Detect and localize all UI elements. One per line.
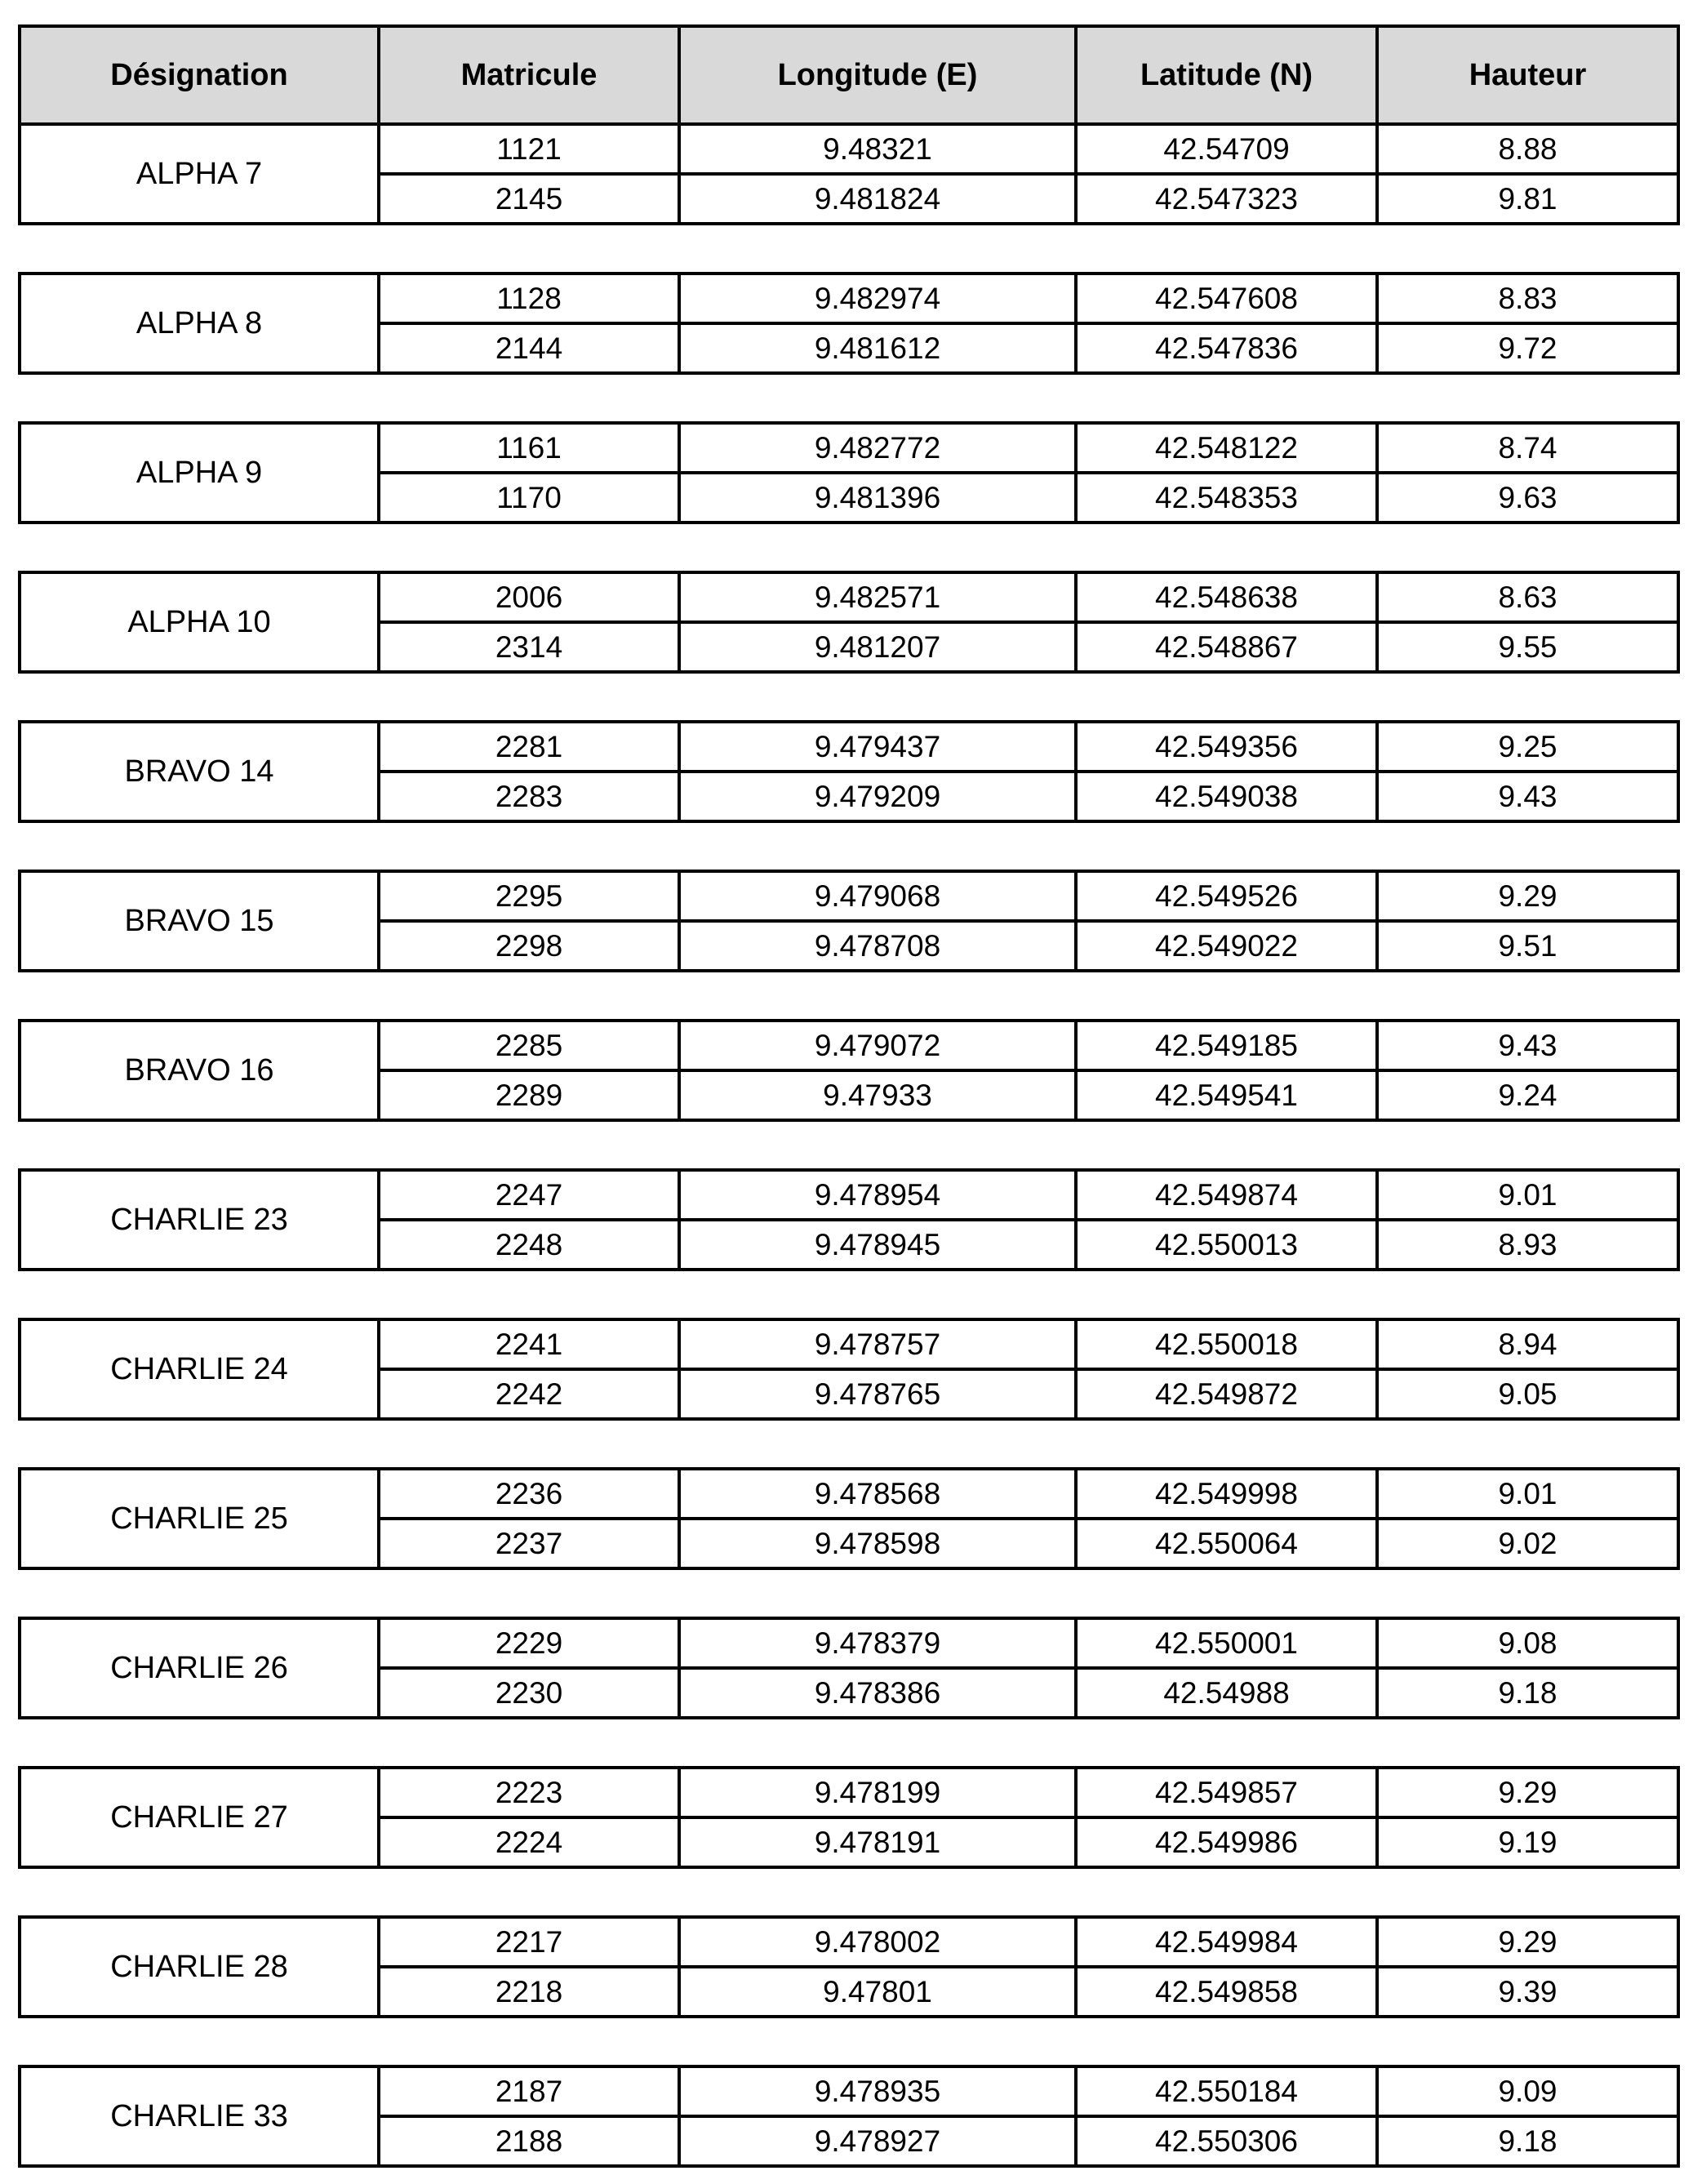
- hauteur-cell: 9.19: [1377, 1817, 1678, 1867]
- hauteur-cell: 9.09: [1377, 2066, 1678, 2116]
- matricule-cell: 2241: [379, 1319, 679, 1369]
- hauteur-cell: 9.02: [1377, 1519, 1678, 1568]
- table-row: [20, 1917, 1678, 1967]
- matricule-cell: 2188: [379, 2116, 679, 2166]
- longitude-cell: 9.482571: [679, 572, 1076, 622]
- group-spacer: [20, 1867, 1678, 1917]
- latitude-cell: 42.547323: [1076, 174, 1377, 224]
- latitude-cell: 42.549984: [1076, 1917, 1377, 1967]
- hauteur-cell: 8.94: [1377, 1319, 1678, 1369]
- matricule-cell: 2242: [379, 1369, 679, 1419]
- table-row: [20, 871, 1678, 921]
- latitude-cell: 42.547608: [1076, 274, 1377, 323]
- latitude-cell: 42.54709: [1076, 124, 1377, 174]
- spacer-cell: [20, 1270, 1678, 1319]
- longitude-cell: 9.478927: [679, 2116, 1076, 2166]
- hauteur-cell: 9.43: [1377, 772, 1678, 821]
- table-row: [20, 2066, 1678, 2116]
- table-row: [20, 124, 1678, 174]
- hauteur-cell: 9.55: [1377, 622, 1678, 672]
- matricule-cell: 2218: [379, 1967, 679, 2017]
- longitude-cell: 9.478002: [679, 1917, 1076, 1967]
- matricule-cell: 2298: [379, 921, 679, 971]
- designation-cell: CHARLIE 28: [20, 1917, 379, 2017]
- spacer-cell: [20, 672, 1678, 722]
- header-hauteur: Hauteur: [1377, 26, 1678, 124]
- table-body: [20, 124, 1678, 2166]
- hauteur-cell: 9.81: [1377, 174, 1678, 224]
- spacer-cell: [20, 971, 1678, 1021]
- matricule-cell: 2223: [379, 1768, 679, 1817]
- latitude-cell: 42.549998: [1076, 1469, 1377, 1519]
- longitude-cell: 9.481612: [679, 323, 1076, 373]
- hauteur-cell: 8.83: [1377, 274, 1678, 323]
- longitude-cell: 9.481207: [679, 622, 1076, 672]
- designation-cell: BRAVO 16: [20, 1021, 379, 1120]
- longitude-cell: 9.479209: [679, 772, 1076, 821]
- group-spacer: [20, 1270, 1678, 1319]
- longitude-cell: 9.482974: [679, 274, 1076, 323]
- hauteur-cell: 9.01: [1377, 1469, 1678, 1519]
- header-matricule: Matricule: [379, 26, 679, 124]
- hauteur-cell: 9.29: [1377, 1768, 1678, 1817]
- latitude-cell: 42.549541: [1076, 1070, 1377, 1120]
- hauteur-cell: 9.39: [1377, 1967, 1678, 2017]
- matricule-cell: 2144: [379, 323, 679, 373]
- latitude-cell: 42.550018: [1076, 1319, 1377, 1369]
- hauteur-cell: 9.01: [1377, 1170, 1678, 1220]
- longitude-cell: 9.478945: [679, 1220, 1076, 1270]
- longitude-cell: 9.479068: [679, 871, 1076, 921]
- hauteur-cell: 8.88: [1377, 124, 1678, 174]
- group-spacer: [20, 224, 1678, 274]
- matricule-cell: 2295: [379, 871, 679, 921]
- latitude-cell: 42.549526: [1076, 871, 1377, 921]
- header-longitude: Longitude (E): [679, 26, 1076, 124]
- latitude-cell: 42.549874: [1076, 1170, 1377, 1220]
- table-row: [20, 1021, 1678, 1070]
- matricule-cell: 2281: [379, 722, 679, 772]
- hauteur-cell: 8.63: [1377, 572, 1678, 622]
- spacer-cell: [20, 2017, 1678, 2066]
- matricule-cell: 1121: [379, 124, 679, 174]
- longitude-cell: 9.481824: [679, 174, 1076, 224]
- longitude-cell: 9.478765: [679, 1369, 1076, 1419]
- longitude-cell: 9.478199: [679, 1768, 1076, 1817]
- hauteur-cell: 9.72: [1377, 323, 1678, 373]
- matricule-cell: 2283: [379, 772, 679, 821]
- group-spacer: [20, 373, 1678, 423]
- hauteur-cell: 9.63: [1377, 473, 1678, 523]
- matricule-cell: 2289: [379, 1070, 679, 1120]
- matricule-cell: 2230: [379, 1668, 679, 1718]
- table-row: [20, 572, 1678, 622]
- latitude-cell: 42.548638: [1076, 572, 1377, 622]
- longitude-cell: 9.482772: [679, 423, 1076, 473]
- longitude-cell: 9.478191: [679, 1817, 1076, 1867]
- matricule-cell: 2217: [379, 1917, 679, 1967]
- document-page: [18, 24, 1677, 2168]
- table-row: [20, 1618, 1678, 1668]
- designation-cell: CHARLIE 27: [20, 1768, 379, 1867]
- designation-cell: BRAVO 14: [20, 722, 379, 821]
- longitude-cell: 9.478598: [679, 1519, 1076, 1568]
- longitude-cell: 9.47933: [679, 1070, 1076, 1120]
- matricule-cell: 2224: [379, 1817, 679, 1867]
- latitude-cell: 42.550001: [1076, 1618, 1377, 1668]
- matricule-cell: 2145: [379, 174, 679, 224]
- latitude-cell: 42.550306: [1076, 2116, 1377, 2166]
- hauteur-cell: 9.43: [1377, 1021, 1678, 1070]
- spacer-cell: [20, 523, 1678, 572]
- group-spacer: [20, 1718, 1678, 1768]
- longitude-cell: 9.478386: [679, 1668, 1076, 1718]
- table-row: [20, 423, 1678, 473]
- latitude-cell: 42.54988: [1076, 1668, 1377, 1718]
- matricule-cell: 2229: [379, 1618, 679, 1668]
- hauteur-cell: 9.29: [1377, 871, 1678, 921]
- matricule-cell: 2314: [379, 622, 679, 672]
- matricule-cell: 2006: [379, 572, 679, 622]
- spacer-cell: [20, 1867, 1678, 1917]
- group-spacer: [20, 2017, 1678, 2066]
- designation-cell: CHARLIE 23: [20, 1170, 379, 1270]
- spacer-cell: [20, 1419, 1678, 1469]
- designation-cell: CHARLIE 25: [20, 1469, 379, 1568]
- hauteur-cell: 8.93: [1377, 1220, 1678, 1270]
- latitude-cell: 42.549986: [1076, 1817, 1377, 1867]
- designation-cell: ALPHA 9: [20, 423, 379, 523]
- latitude-cell: 42.549858: [1076, 1967, 1377, 2017]
- header-designation: Désignation: [20, 26, 379, 124]
- matricule-cell: 1128: [379, 274, 679, 323]
- latitude-cell: 42.550184: [1076, 2066, 1377, 2116]
- table-row: [20, 1319, 1678, 1369]
- latitude-cell: 42.549022: [1076, 921, 1377, 971]
- longitude-cell: 9.481396: [679, 473, 1076, 523]
- latitude-cell: 42.548867: [1076, 622, 1377, 672]
- latitude-cell: 42.550064: [1076, 1519, 1377, 1568]
- designation-cell: BRAVO 15: [20, 871, 379, 971]
- matricule-cell: 2237: [379, 1519, 679, 1568]
- coordinates-table: [18, 24, 1680, 2168]
- table-row: [20, 1768, 1678, 1817]
- header-latitude: Latitude (N): [1076, 26, 1377, 124]
- latitude-cell: 42.549038: [1076, 772, 1377, 821]
- latitude-cell: 42.550013: [1076, 1220, 1377, 1270]
- designation-cell: ALPHA 10: [20, 572, 379, 672]
- designation-cell: ALPHA 7: [20, 124, 379, 224]
- table-row: [20, 1170, 1678, 1220]
- longitude-cell: 9.47801: [679, 1967, 1076, 2017]
- longitude-cell: 9.478708: [679, 921, 1076, 971]
- longitude-cell: 9.479072: [679, 1021, 1076, 1070]
- hauteur-cell: 8.74: [1377, 423, 1678, 473]
- spacer-cell: [20, 1718, 1678, 1768]
- spacer-cell: [20, 224, 1678, 274]
- table-row: [20, 1469, 1678, 1519]
- group-spacer: [20, 1419, 1678, 1469]
- longitude-cell: 9.479437: [679, 722, 1076, 772]
- latitude-cell: 42.549872: [1076, 1369, 1377, 1419]
- matricule-cell: 2187: [379, 2066, 679, 2116]
- group-spacer: [20, 1568, 1678, 1618]
- latitude-cell: 42.547836: [1076, 323, 1377, 373]
- latitude-cell: 42.549356: [1076, 722, 1377, 772]
- hauteur-cell: 9.18: [1377, 2116, 1678, 2166]
- matricule-cell: 2236: [379, 1469, 679, 1519]
- hauteur-cell: 9.25: [1377, 722, 1678, 772]
- latitude-cell: 42.548353: [1076, 473, 1377, 523]
- hauteur-cell: 9.05: [1377, 1369, 1678, 1419]
- designation-cell: CHARLIE 24: [20, 1319, 379, 1419]
- spacer-cell: [20, 373, 1678, 423]
- hauteur-cell: 9.18: [1377, 1668, 1678, 1718]
- designation-cell: CHARLIE 33: [20, 2066, 379, 2166]
- table-row: [20, 722, 1678, 772]
- group-spacer: [20, 672, 1678, 722]
- matricule-cell: 1170: [379, 473, 679, 523]
- header-row: [20, 26, 1678, 124]
- spacer-cell: [20, 1568, 1678, 1618]
- matricule-cell: 2247: [379, 1170, 679, 1220]
- latitude-cell: 42.548122: [1076, 423, 1377, 473]
- longitude-cell: 9.48321: [679, 124, 1076, 174]
- hauteur-cell: 9.29: [1377, 1917, 1678, 1967]
- group-spacer: [20, 821, 1678, 871]
- group-spacer: [20, 1120, 1678, 1170]
- designation-cell: ALPHA 8: [20, 274, 379, 373]
- table-row: [20, 274, 1678, 323]
- hauteur-cell: 9.08: [1377, 1618, 1678, 1668]
- matricule-cell: 2285: [379, 1021, 679, 1070]
- latitude-cell: 42.549185: [1076, 1021, 1377, 1070]
- longitude-cell: 9.478379: [679, 1618, 1076, 1668]
- latitude-cell: 42.549857: [1076, 1768, 1377, 1817]
- longitude-cell: 9.478935: [679, 2066, 1076, 2116]
- spacer-cell: [20, 1120, 1678, 1170]
- longitude-cell: 9.478954: [679, 1170, 1076, 1220]
- longitude-cell: 9.478757: [679, 1319, 1076, 1369]
- designation-cell: CHARLIE 26: [20, 1618, 379, 1718]
- group-spacer: [20, 971, 1678, 1021]
- hauteur-cell: 9.51: [1377, 921, 1678, 971]
- group-spacer: [20, 523, 1678, 572]
- hauteur-cell: 9.24: [1377, 1070, 1678, 1120]
- longitude-cell: 9.478568: [679, 1469, 1076, 1519]
- matricule-cell: 2248: [379, 1220, 679, 1270]
- matricule-cell: 1161: [379, 423, 679, 473]
- spacer-cell: [20, 821, 1678, 871]
